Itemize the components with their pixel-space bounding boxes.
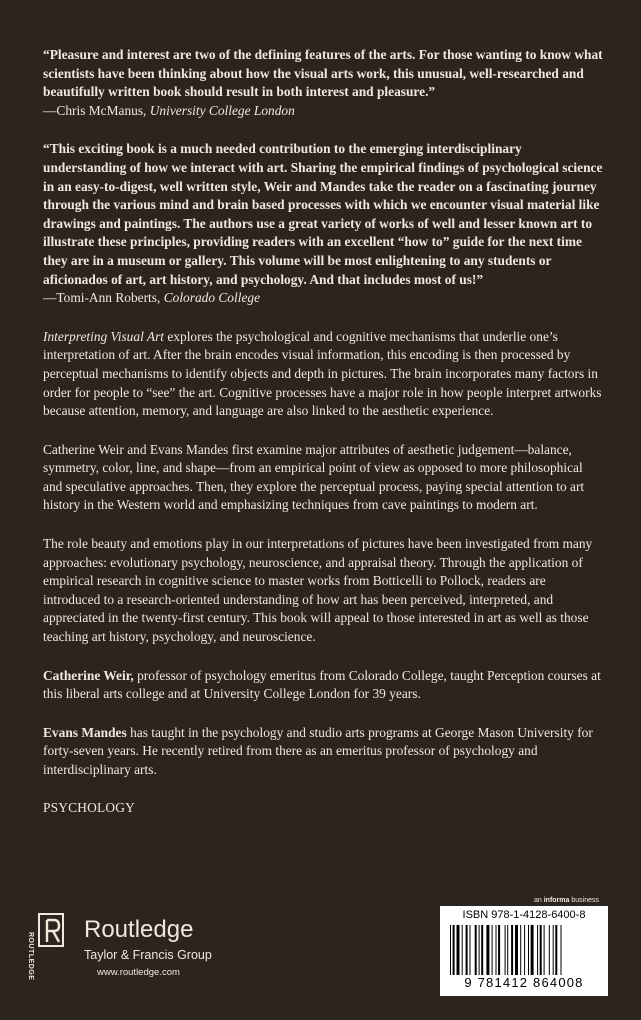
informa-suffix: business bbox=[569, 897, 599, 904]
isbn-label: ISBN 978-1-4128-6400-8 bbox=[462, 909, 586, 921]
author-name: Catherine Weir, bbox=[43, 667, 134, 683]
book-title: Interpreting Visual Art bbox=[43, 328, 165, 344]
endorsement-quote-2: “This exciting book is a much needed contribution to the emerging interdisciplinary understanding of how we interact with art. Sharing the empirical findings of psychological science in an easy-to-digest, well written style, Weir and Mandes take the reader on a fascinating journey through the various mind and brain based processes with which we encounter visual material like drawings and paintings. The authors use a great variety of works of well and lesser known art to illustrate these principles, providing readers with an excellent “how to” guide for the next time they are in a museum or gallery. This volume will be most enlightening to any students or aficionados of art, art history, and psychology. And that includes most of us!” bbox=[43, 141, 603, 287]
publisher-group: Taylor & Francis Group bbox=[84, 948, 212, 962]
informa-brand: informa bbox=[543, 897, 570, 904]
author-bio-1 bbox=[43, 667, 603, 704]
publisher-logo-block bbox=[27, 912, 258, 982]
subject-category: PSYCHOLOGY bbox=[43, 799, 136, 815]
publisher-vertical-label: ROUTLEDGE bbox=[27, 932, 34, 981]
back-cover-text bbox=[43, 46, 603, 816]
description-paragraph-2: Catherine Weir and Evans Mandes first examine major attributes of aesthetic judgement—balance, symmetry, color, line, and shape—from an empirical point of view as opposed to more philosophical and speculative approaches. Then, they explore the perceptual process, paying special attention to art history in the Western world and emphasizing techniques from cave paintings to modern art. bbox=[43, 441, 585, 513]
endorsement-attribution-2 bbox=[43, 289, 603, 308]
author-bio-text: professor of psychology emeritus from Colorado College, taught Perception courses at this liberal arts college and at University College London for 39 years. bbox=[43, 667, 601, 702]
informa-business-label bbox=[534, 897, 599, 904]
author-bio-2 bbox=[43, 724, 603, 780]
author-name: Evans Mandes bbox=[43, 724, 127, 740]
informa-prefix: an bbox=[534, 897, 544, 904]
endorser-name: —Tomi-Ann Roberts, bbox=[43, 290, 164, 306]
description-paragraph-1 bbox=[43, 328, 603, 421]
endorser-name: —Chris McManus, bbox=[43, 102, 150, 118]
barcode-bars-icon bbox=[450, 925, 598, 975]
publisher-url: www.routledge.com bbox=[97, 967, 180, 978]
endorser-affiliation: University College London bbox=[149, 102, 295, 118]
endorsement-attribution-1 bbox=[43, 102, 603, 121]
endorser-affiliation: Colorado College bbox=[163, 290, 261, 306]
description-text: explores the psychological and cognitive mechanisms that underlie one’s interpretation of art. After the brain encodes visual information, this encoding is then processed by perceptual mechanisms to identify objects and depth in pictures. The brain incorporates many factors in order for people to “see” the art. Cognitive processes have a major role in how people interpret artworks because attention, memory, and language are also linked to the aesthetic experience. bbox=[43, 328, 602, 419]
barcode-digits: 9 781412 864008 bbox=[464, 975, 584, 990]
routledge-r-icon bbox=[38, 912, 66, 972]
description-paragraph-3: The role beauty and emotions play in our interpretations of pictures have been investigated from many approaches: evolutionary psychology, neuroscience, and appraisal theory. Through the application of empirical research in cognitive science to master works from Botticelli to Pollock, readers are introduced to a research-oriented understanding of how art has been perceived, interpreted, and appreciated in the twenty-first century. This book will appeal to those interested in art as well as those teaching art history, psychology, and neuroscience. bbox=[43, 536, 593, 645]
author-bio-text: has taught in the psychology and studio arts programs at George Mason University for forty-seven years. He recently retired from there as an emeritus professor of psychology and interdisciplinary arts. bbox=[43, 724, 593, 777]
publisher-name: Routledge bbox=[84, 916, 194, 943]
isbn-barcode bbox=[440, 906, 608, 996]
endorsement-quote-1: “Pleasure and interest are two of the defining features of the arts. For those wanting to know what scientists have been thinking about how the visual arts work, this unusual, well-researched and beautifully written book should result in both interest and pleasure.” bbox=[43, 47, 603, 100]
